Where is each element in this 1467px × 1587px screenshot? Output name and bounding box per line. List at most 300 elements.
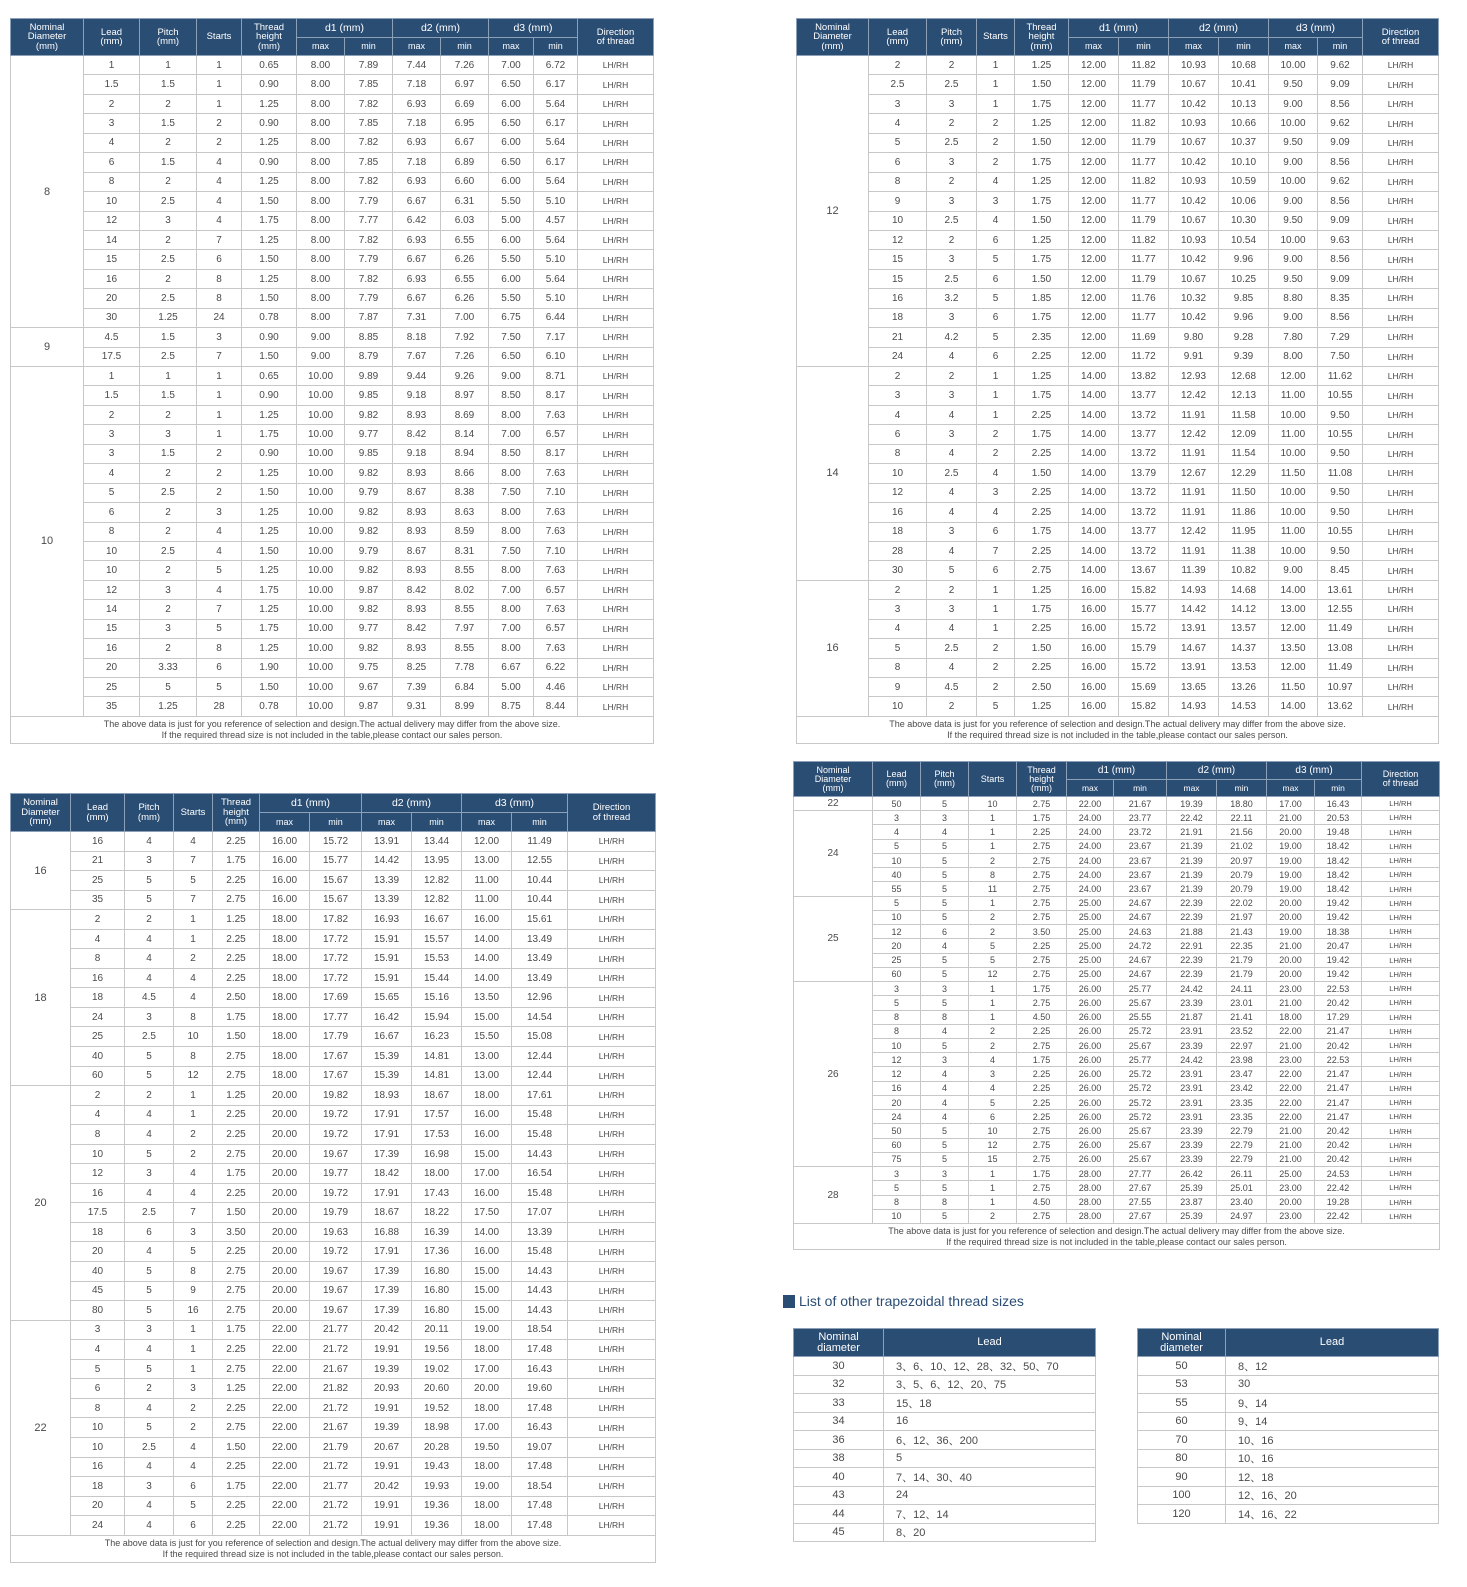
- header-pitch: [921, 762, 969, 797]
- pitch-cell: 2: [140, 522, 197, 541]
- d2-max-cell: 25.39: [1167, 1209, 1217, 1223]
- d3-max-cell: 12.00: [462, 832, 512, 852]
- lead-cell: 16: [84, 639, 140, 658]
- thread-height-cell: 2.25: [213, 1105, 260, 1125]
- starts-cell: 5: [969, 1095, 1017, 1109]
- d3-max-cell: 6.75: [489, 308, 534, 327]
- thread-height-cell: 1.25: [213, 1086, 260, 1106]
- direction-cell: LH/RH: [578, 133, 654, 152]
- d2-max-cell: 8.93: [393, 503, 441, 522]
- d1-max-cell: 26.00: [1067, 1110, 1114, 1124]
- pitch-cell: 2: [927, 56, 977, 75]
- thread-height-cell: 1.50: [242, 250, 297, 269]
- lead-cell: 9: [869, 192, 927, 211]
- starts-cell: 4: [174, 988, 213, 1008]
- thread-height-cell: 2.25: [1017, 1024, 1067, 1038]
- d2-min-cell: 15.53: [412, 949, 462, 969]
- d1-min-cell: 13.72: [1119, 405, 1169, 424]
- d3-min-cell: 6.10: [534, 347, 578, 366]
- d1-max-cell: 8.00: [297, 94, 345, 113]
- direction-cell: LH/RH: [1362, 1024, 1440, 1038]
- d2-min-cell: 11.54: [1219, 444, 1269, 463]
- starts-cell: 1: [174, 929, 213, 949]
- header-nominal-diameter-line: (mm): [821, 40, 844, 52]
- d2-min-cell: 10.54: [1219, 230, 1269, 249]
- d3-max-cell: 13.00: [1269, 600, 1318, 619]
- d2-min-cell: 6.60: [441, 172, 489, 191]
- lead-cell: 12: [84, 211, 140, 230]
- d3-max-cell: 14.00: [462, 1222, 512, 1242]
- d3-max-cell: 8.00: [489, 522, 534, 541]
- direction-cell: LH/RH: [578, 561, 654, 580]
- thread-height-cell: 2.25: [1015, 444, 1069, 463]
- lead-cell: 12: [71, 1164, 125, 1184]
- lead-cell: 1.5: [84, 386, 140, 405]
- pitch-cell: 4.5: [125, 988, 174, 1008]
- d2-max-cell: 10.67: [1169, 211, 1219, 230]
- d2-min-cell: 21.79: [1217, 953, 1267, 967]
- lead-cell: 4: [84, 464, 140, 483]
- thread-height-cell: 1.25: [242, 133, 297, 152]
- header-d3: d3 (mm): [1267, 762, 1362, 780]
- starts-cell: 28: [197, 697, 242, 716]
- thread-height-cell: 1.25: [242, 269, 297, 288]
- header-direction-line: Direction: [1382, 769, 1419, 779]
- d3-min-cell: 8.17: [534, 444, 578, 463]
- starts-cell: 2: [197, 114, 242, 133]
- d1-min-cell: 11.79: [1119, 269, 1169, 288]
- lead-cell: 3: [873, 1167, 921, 1181]
- thread-height-cell: 2.25: [1017, 939, 1067, 953]
- lead-cell: 2.5: [869, 75, 927, 94]
- d2-max-cell: 8.18: [393, 328, 441, 347]
- lead-cell: 45: [71, 1281, 125, 1301]
- d3-max-cell: 22.00: [1267, 1110, 1315, 1124]
- thread-height-cell: 2.75: [213, 1047, 260, 1067]
- d3-min-cell: 14.43: [512, 1301, 568, 1321]
- d2-min-cell: 22.02: [1217, 896, 1267, 910]
- direction-cell: LH/RH: [1363, 289, 1439, 308]
- d3-min-cell: 21.47: [1315, 1067, 1362, 1081]
- header-nominal-line: diameter: [817, 1341, 860, 1354]
- d1-max-cell: 10.00: [297, 503, 345, 522]
- thread-height-cell: 2.75: [1017, 868, 1067, 882]
- table-row: [797, 172, 1439, 191]
- d2-max-cell: 16.93: [362, 910, 412, 930]
- other-header-row: [1138, 1329, 1439, 1357]
- d2-min-cell: 23.40: [1217, 1195, 1267, 1209]
- d2-max-cell: 12.67: [1169, 464, 1219, 483]
- starts-cell: 4: [174, 1183, 213, 1203]
- d3-max-cell: 7.50: [489, 328, 534, 347]
- lead-cell: 1.5: [84, 75, 140, 94]
- d1-max-cell: 9.00: [297, 347, 345, 366]
- d2-min-cell: 24.11: [1217, 982, 1267, 996]
- d3-min-cell: 18.54: [512, 1477, 568, 1497]
- d2-max-cell: 18.93: [362, 1086, 412, 1106]
- direction-cell: LH/RH: [568, 1262, 656, 1282]
- header-thread-height-line: (mm): [257, 40, 281, 52]
- lead-cell: 14: [84, 230, 140, 249]
- table-row: [11, 1144, 656, 1164]
- d3-max-cell: 20.00: [1267, 910, 1315, 924]
- lead-cell: 18: [869, 522, 927, 541]
- d3-min-cell: 19.42: [1315, 967, 1362, 981]
- table-row: [11, 1183, 656, 1203]
- direction-cell: LH/RH: [578, 619, 654, 638]
- thread-height-cell: 1.25: [242, 600, 297, 619]
- pitch-cell: 5: [921, 967, 969, 981]
- d1-min-cell: 25.55: [1114, 1010, 1167, 1024]
- pitch-cell: 4: [921, 825, 969, 839]
- d2-min-cell: 21.43: [1217, 925, 1267, 939]
- d2-max-cell: 6.67: [393, 289, 441, 308]
- d3-min-cell: 20.53: [1315, 811, 1362, 825]
- d1-min-cell: 19.63: [310, 1222, 362, 1242]
- lead-cell: 6: [869, 425, 927, 444]
- d3-max-cell: 13.50: [462, 988, 512, 1008]
- d2-max-cell: 8.93: [393, 464, 441, 483]
- d1-min-cell: 24.63: [1114, 925, 1167, 939]
- d1-max-cell: 16.00: [1069, 697, 1119, 716]
- d1-max-cell: 12.00: [1069, 114, 1119, 133]
- thread-height-cell: 1.25: [242, 522, 297, 541]
- d2-min-cell: 16.23: [412, 1027, 462, 1047]
- starts-cell: 6: [174, 1477, 213, 1497]
- lead-cell: 25: [873, 953, 921, 967]
- lead-cell: 6: [869, 153, 927, 172]
- starts-cell: 4: [197, 211, 242, 230]
- pitch-cell: 5: [921, 1209, 969, 1223]
- nominal-diameter-cell: 10: [11, 367, 84, 717]
- d2-max-cell: 19.91: [362, 1516, 412, 1536]
- header-direction-line: Direction: [596, 26, 635, 38]
- d2-max-cell: 6.42: [393, 211, 441, 230]
- d1-min-cell: 17.67: [310, 1047, 362, 1067]
- thread-height-cell: 1.75: [1015, 425, 1069, 444]
- table-row: [11, 639, 654, 658]
- d1-max-cell: 25.00: [1067, 896, 1114, 910]
- header-row-top: [794, 762, 1440, 780]
- d1-max-cell: 25.00: [1067, 939, 1114, 953]
- thread-height-cell: 1.75: [1015, 308, 1069, 327]
- d2-max-cell: 15.91: [362, 968, 412, 988]
- d3-min-cell: 7.29: [1318, 328, 1363, 347]
- d1-max-cell: 26.00: [1067, 982, 1114, 996]
- header-starts: [197, 19, 242, 56]
- d3-max-cell: 11.00: [462, 890, 512, 910]
- nominal-diameter-cell: 14: [797, 367, 869, 581]
- d3-min-cell: 10.55: [1318, 522, 1363, 541]
- d1-max-cell: 22.00: [260, 1379, 310, 1399]
- lead-cell: 12: [873, 1053, 921, 1067]
- lead-list-cell: 8、12: [1226, 1357, 1439, 1376]
- d1-max-cell: 18.00: [260, 988, 310, 1008]
- d1-min-cell: 8.85: [345, 328, 393, 347]
- lead-cell: 8: [71, 949, 125, 969]
- header-d3: d3 (mm): [489, 19, 578, 38]
- d1-min-cell: 25.67: [1114, 1038, 1167, 1052]
- d3-min-cell: 19.42: [1315, 953, 1362, 967]
- direction-cell: LH/RH: [1362, 1152, 1440, 1166]
- d1-min-cell: 19.77: [310, 1164, 362, 1184]
- d3-max-cell: 9.00: [1269, 250, 1318, 269]
- pitch-cell: 2.5: [140, 192, 197, 211]
- starts-cell: 1: [969, 1181, 1017, 1195]
- d1-max-cell: 24.00: [1067, 868, 1114, 882]
- d2-max-cell: 8.93: [393, 639, 441, 658]
- direction-cell: LH/RH: [578, 405, 654, 424]
- d2-max-cell: 11.91: [1169, 405, 1219, 424]
- lead-cell: 3: [869, 386, 927, 405]
- d2-max-cell: 23.91: [1167, 1024, 1217, 1038]
- direction-cell: LH/RH: [1363, 172, 1439, 191]
- pitch-cell: 2: [125, 1379, 174, 1399]
- thread-height-cell: 2.25: [213, 871, 260, 891]
- starts-cell: 2: [969, 1209, 1017, 1223]
- header-d2: d2 (mm): [1167, 762, 1267, 780]
- d2-min-cell: 20.28: [412, 1437, 462, 1457]
- d2-max-cell: 17.91: [362, 1125, 412, 1145]
- lead-cell: 3: [873, 982, 921, 996]
- table-row: [11, 464, 654, 483]
- direction-cell: LH/RH: [1363, 153, 1439, 172]
- table-row: [11, 347, 654, 366]
- d1-max-cell: 18.00: [260, 1007, 310, 1027]
- direction-cell: LH/RH: [568, 832, 656, 852]
- table-row: [794, 1449, 1096, 1468]
- d3-min-cell: 17.48: [512, 1457, 568, 1477]
- starts-cell: 4: [197, 153, 242, 172]
- thread-height-cell: 2.75: [1015, 561, 1069, 580]
- d2-max-cell: 17.91: [362, 1105, 412, 1125]
- section-marker-icon: [783, 1295, 795, 1308]
- pitch-cell: 3: [125, 1477, 174, 1497]
- lead-cell: 16: [869, 289, 927, 308]
- header-nominal-diameter-line: Nominal: [29, 21, 65, 33]
- pitch-cell: 3.2: [927, 289, 977, 308]
- table-row: [794, 1024, 1440, 1038]
- d1-max-cell: 12.00: [1069, 328, 1119, 347]
- header-direction-line: of thread: [596, 36, 635, 47]
- d3-max-cell: 6.50: [489, 114, 534, 133]
- starts-cell: 6: [977, 230, 1015, 249]
- thread-height-cell: 2.25: [1017, 1067, 1067, 1081]
- thread-height-cell: 0.90: [242, 444, 297, 463]
- lead-cell: 20: [873, 1095, 921, 1109]
- header-direction: [568, 794, 656, 832]
- d1-max-cell: 20.00: [260, 1144, 310, 1164]
- d2-min-cell: 22.79: [1217, 1138, 1267, 1152]
- starts-cell: 4: [977, 503, 1015, 522]
- nominal-diameter-cell: 70: [1138, 1431, 1226, 1450]
- table-row: [11, 910, 656, 930]
- table-row: [797, 425, 1439, 444]
- d2-min-cell: 9.39: [1219, 347, 1269, 366]
- nominal-diameter-cell: 44: [794, 1505, 884, 1524]
- d1-max-cell: 20.00: [260, 1105, 310, 1125]
- starts-cell: 1: [977, 56, 1015, 75]
- note-line-2: If the required thread size is not included in the table,please contact our sales person.: [161, 729, 503, 740]
- d2-max-cell: 11.91: [1169, 541, 1219, 560]
- lead-cell: 5: [71, 1359, 125, 1379]
- d2-min-cell: 17.43: [412, 1183, 462, 1203]
- pitch-cell: 3: [927, 192, 977, 211]
- direction-cell: LH/RH: [578, 75, 654, 94]
- header-nominal-diameter: [797, 19, 869, 56]
- lead-cell: 15: [869, 269, 927, 288]
- d3-min-cell: 22.42: [1315, 1209, 1362, 1223]
- starts-cell: 2: [977, 639, 1015, 658]
- d1-max-cell: 8.00: [297, 172, 345, 191]
- table-row: [797, 133, 1439, 152]
- d1-min-cell: 17.77: [310, 1007, 362, 1027]
- d3-min-cell: 11.49: [1318, 619, 1363, 638]
- direction-cell: LH/RH: [1363, 522, 1439, 541]
- pitch-cell: 4: [921, 1095, 969, 1109]
- d2-min-cell: 14.81: [412, 1047, 462, 1067]
- starts-cell: 7: [174, 890, 213, 910]
- pitch-cell: 2.5: [927, 639, 977, 658]
- lead-cell: 50: [873, 1124, 921, 1138]
- header-pitch-line: (mm): [156, 36, 180, 47]
- d3-min-cell: 15.48: [512, 1242, 568, 1262]
- direction-cell: LH/RH: [578, 347, 654, 366]
- pitch-cell: 3: [921, 811, 969, 825]
- thread-height-cell: 2.25: [1015, 619, 1069, 638]
- header-d1-max: max: [1069, 38, 1119, 56]
- starts-cell: 6: [977, 522, 1015, 541]
- d1-max-cell: 14.00: [1069, 561, 1119, 580]
- disclaimer-note: [797, 716, 1439, 743]
- thread-table-3: [10, 793, 655, 1563]
- d1-min-cell: 19.72: [310, 1105, 362, 1125]
- d1-min-cell: 23.67: [1114, 839, 1167, 853]
- table-row: [794, 1152, 1440, 1166]
- header-nominal-diameter-line: Diameter: [813, 31, 852, 43]
- header-starts-line: Starts: [206, 31, 232, 43]
- lead-cell: 16: [84, 269, 140, 288]
- starts-cell: 1: [174, 1340, 213, 1360]
- d1-min-cell: 17.79: [310, 1027, 362, 1047]
- direction-cell: LH/RH: [568, 1340, 656, 1360]
- table-row: [794, 1167, 1440, 1181]
- lead-cell: 30: [84, 308, 140, 327]
- starts-cell: 5: [969, 953, 1017, 967]
- d3-max-cell: 8.75: [489, 697, 534, 716]
- starts-cell: 1: [969, 811, 1017, 825]
- d3-max-cell: 8.50: [489, 386, 534, 405]
- d1-min-cell: 24.67: [1114, 896, 1167, 910]
- note-row: [797, 716, 1439, 743]
- nominal-diameter-cell: 43: [794, 1486, 884, 1505]
- starts-cell: 1: [977, 580, 1015, 599]
- d3-min-cell: 4.46: [534, 678, 578, 697]
- thread-height-cell: 1.50: [1015, 133, 1069, 152]
- thread-height-cell: 1.75: [242, 619, 297, 638]
- d3-max-cell: 12.00: [1269, 619, 1318, 638]
- d1-max-cell: 12.00: [1069, 289, 1119, 308]
- lead-cell: 2: [869, 56, 927, 75]
- lead-cell: 10: [869, 211, 927, 230]
- d2-min-cell: 19.36: [412, 1516, 462, 1536]
- pitch-cell: 3: [140, 619, 197, 638]
- d2-min-cell: 20.11: [412, 1320, 462, 1340]
- table-row: [797, 308, 1439, 327]
- d2-min-cell: 10.59: [1219, 172, 1269, 191]
- thread-height-cell: 1.75: [242, 425, 297, 444]
- direction-cell: LH/RH: [568, 1437, 656, 1457]
- thread-height-cell: 1.25: [1015, 367, 1069, 386]
- header-lead-line: (mm): [100, 36, 123, 47]
- direction-cell: LH/RH: [578, 697, 654, 716]
- d1-max-cell: 22.00: [260, 1437, 310, 1457]
- thread-height-cell: 1.50: [242, 289, 297, 308]
- pitch-cell: 4: [125, 1125, 174, 1145]
- lead-list-cell: 5: [884, 1449, 1096, 1468]
- d2-max-cell: 23.39: [1167, 1138, 1217, 1152]
- spec-table: [796, 18, 1439, 744]
- pitch-cell: 5: [125, 1144, 174, 1164]
- d2-max-cell: 12.42: [1169, 425, 1219, 444]
- d2-max-cell: 13.91: [362, 832, 412, 852]
- d3-min-cell: 10.55: [1318, 425, 1363, 444]
- thread-height-cell: 1.75: [213, 851, 260, 871]
- d1-max-cell: 22.00: [260, 1457, 310, 1477]
- header-direction-line: Direction: [592, 802, 631, 813]
- d3-min-cell: 20.47: [1315, 939, 1362, 953]
- starts-cell: 4: [969, 1053, 1017, 1067]
- pitch-cell: 2: [927, 172, 977, 191]
- lead-list-cell: 12、18: [1226, 1468, 1439, 1487]
- thread-height-cell: 2.75: [213, 890, 260, 910]
- table-row: [797, 75, 1439, 94]
- d3-min-cell: 7.63: [534, 639, 578, 658]
- d3-max-cell: 18.00: [1267, 1010, 1315, 1024]
- direction-cell: LH/RH: [1362, 1181, 1440, 1195]
- thread-height-cell: 2.25: [1015, 483, 1069, 502]
- d1-max-cell: 12.00: [1069, 269, 1119, 288]
- direction-cell: LH/RH: [568, 1125, 656, 1145]
- thread-height-cell: 2.75: [213, 1281, 260, 1301]
- d1-max-cell: 24.00: [1067, 825, 1114, 839]
- lead-cell: 5: [873, 839, 921, 853]
- nominal-diameter-cell: 32: [794, 1375, 884, 1394]
- thread-height-cell: 2.75: [1017, 1138, 1067, 1152]
- table-row: [11, 832, 656, 852]
- d3-max-cell: 10.00: [1269, 405, 1318, 424]
- d2-max-cell: 19.39: [362, 1418, 412, 1438]
- d3-min-cell: 12.44: [512, 1066, 568, 1086]
- d3-min-cell: 17.61: [512, 1086, 568, 1106]
- d1-min-cell: 9.82: [345, 464, 393, 483]
- d3-min-cell: 18.42: [1315, 868, 1362, 882]
- d2-max-cell: 7.31: [393, 308, 441, 327]
- header-lead-line: (mm): [886, 778, 907, 788]
- d3-max-cell: 17.00: [1267, 797, 1315, 811]
- section-title: [783, 1293, 1024, 1309]
- d1-max-cell: 12.00: [1069, 75, 1119, 94]
- d3-min-cell: 16.43: [512, 1418, 568, 1438]
- d3-min-cell: 19.60: [512, 1379, 568, 1399]
- d2-max-cell: 13.91: [1169, 658, 1219, 677]
- d2-max-cell: 21.39: [1167, 839, 1217, 853]
- d2-min-cell: 19.02: [412, 1359, 462, 1379]
- pitch-cell: 2.5: [927, 75, 977, 94]
- pitch-cell: 1.5: [140, 328, 197, 347]
- d1-max-cell: 10.00: [297, 386, 345, 405]
- starts-cell: 10: [174, 1027, 213, 1047]
